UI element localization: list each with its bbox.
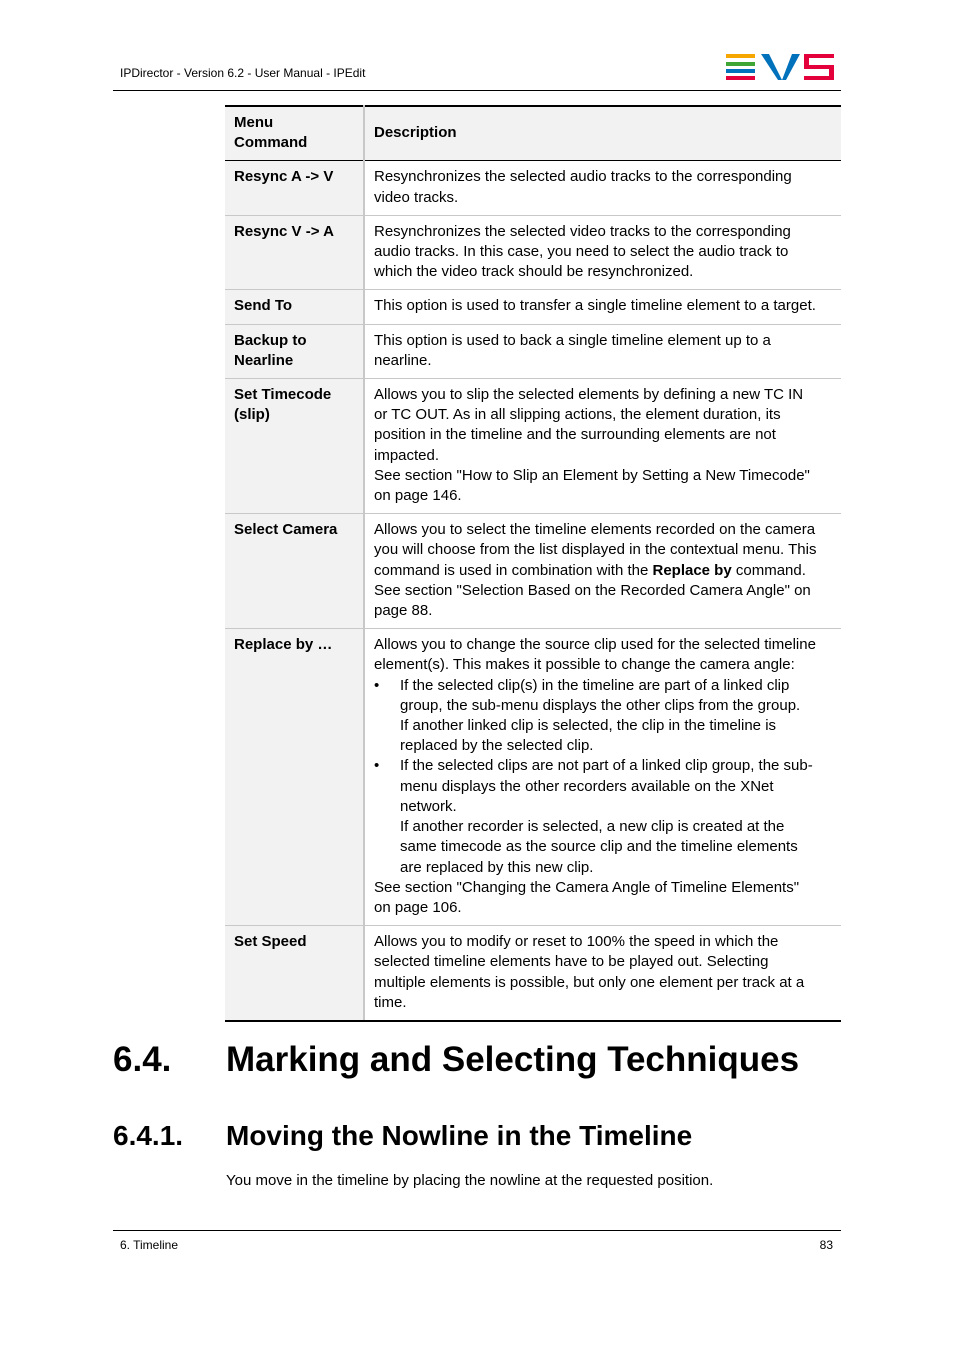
menu-command-table	[225, 105, 841, 1022]
command-cell: Send To	[225, 290, 364, 324]
table-header-row	[225, 106, 841, 161]
bullet-item: • If the selected clips are not part of a linked clip group, the sub- menu displays the other recorders available on the XNet network. If another recorder is selected, a new clip is created at the same timecode as the source clip and the timeline elements are replaced by this new clip.	[374, 756, 832, 877]
description-cell: This option is used to back a single timeline element up to a nearline.	[364, 324, 841, 378]
table-row	[225, 161, 841, 215]
description-cell: This option is used to transfer a single timeline element to a target.	[364, 290, 841, 324]
table-row	[225, 290, 841, 324]
table-row	[225, 215, 841, 290]
command-cell: Select Camera	[225, 514, 364, 629]
page-number: 83	[819, 1238, 833, 1252]
description-cell: Allows you to slip the selected elements by defining a new TC IN or TC OUT. As in all slipping actions, the element duration, its position in the timeline and the surrounding elements are not impacted. See section "How to Slip an Element by Setting a New Timecode" on page 146.	[364, 379, 841, 514]
subsection-number: 6.4.1.	[113, 1120, 184, 1151]
table-row	[225, 379, 841, 514]
footer-chapter: 6. Timeline	[120, 1238, 179, 1252]
description-cell: Resynchronizes the selected video tracks to the corresponding audio tracks. In this case, you need to select the audio track to which the video track should be resynchronized.	[364, 215, 841, 290]
section-heading	[113, 1040, 799, 1080]
footer-rule	[113, 1230, 841, 1231]
description-cell: Allows you to select the timeline elements recorded on the camera you will choose from the list displayed in the contextual menu. This command is used in combination with the Replace by command. See section "Selection Based on the Recorded Camera Angle" on page 88.	[364, 514, 841, 629]
table-row	[225, 324, 841, 378]
command-cell: Resync A -> V	[225, 161, 364, 215]
table-row	[225, 926, 841, 1021]
document-header-title: IPDirector - Version 6.2 - User Manual - IPEdit	[120, 66, 366, 80]
command-cell: Backup to Nearline	[225, 324, 364, 378]
command-cell: Set Speed	[225, 926, 364, 1021]
evs-logo	[726, 53, 834, 81]
description-cell: Allows you to modify or reset to 100% the speed in which the selected timeline elements have to be played out. Selecting multiple elements is possible, but only one element per track at a time.	[364, 926, 841, 1021]
subsection-title: Moving the Nowline in the Timeline	[226, 1120, 693, 1151]
command-cell: Replace by …	[225, 629, 364, 926]
replace-by-emphasis: Replace by	[652, 561, 732, 579]
subsection-heading	[113, 1120, 692, 1152]
section-number: 6.4.	[113, 1040, 172, 1079]
command-cell: Set Timecode (slip)	[225, 379, 364, 514]
description-cell: Resynchronizes the selected audio tracks to the corresponding video tracks.	[364, 161, 841, 215]
bullet-item: • If the selected clip(s) in the timeline are part of a linked clip group, the sub-menu displays the other clips from the group. If another linked clip is selected, the clip in the timeline is replaced by the selected clip.	[374, 676, 832, 757]
bullet-list	[374, 676, 832, 878]
header-description: Description	[364, 106, 841, 161]
mixed-line: command is used in combination with the Replace by command.	[374, 561, 806, 579]
header-rule	[113, 90, 841, 91]
description-cell: Allows you to change the source clip used for the selected timeline element(s). This makes it possible to change the camera angle: • If the selected clip(s) in the timeline are part of a linked clip group, the sub-menu displays the other clips from the group. If another linked clip is selected, the clip in the timeline is replaced by the selected clip. • If the selected clips are not part of a linked clip group, the sub- menu displays the other recorders available on the XNet network. If another recorder is selected, a new clip is created at the same timecode as the source clip and the timeline elements are replaced by this new clip. See section "Changing the Camera Angle of Timeline Elements" on page 106.	[364, 629, 841, 926]
body-paragraph: You move in the timeline by placing the nowline at the requested position.	[226, 1172, 714, 1189]
command-cell: Resync V -> A	[225, 215, 364, 290]
header-menu-command: Menu Command	[225, 106, 364, 161]
table-row	[225, 629, 841, 926]
section-title: Marking and Selecting Techniques	[226, 1040, 800, 1079]
table-row	[225, 514, 841, 629]
